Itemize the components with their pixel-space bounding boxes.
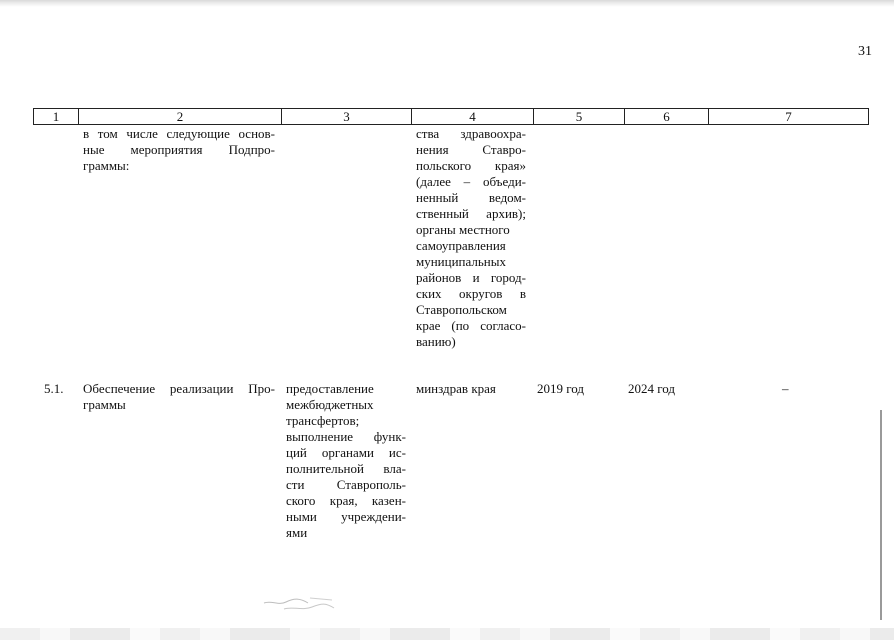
continued-col4-line: ских округов в	[416, 286, 526, 301]
continued-col4-line: муниципальных	[416, 254, 507, 269]
continued-col4-line: Ставропольском	[416, 302, 507, 317]
row-number: 5.1.	[44, 381, 64, 396]
row-5-1-col3-line: межбюджетных	[286, 397, 374, 412]
continued-col2-line: ные мероприятия Подпро-	[83, 142, 275, 157]
continued-col4-line: ственный архив);	[416, 206, 526, 221]
continued-col4-line: нения Ставро-	[416, 142, 526, 157]
row-5-1-col3-line: полнительной вла-	[286, 461, 406, 476]
row-5-1-col2-line: Обеспечение реализации Про-	[83, 381, 275, 396]
row-5-1-end-year: 2024 год	[628, 381, 675, 396]
continued-col4-line: самоуправления	[416, 238, 506, 253]
scan-top-edge	[0, 0, 894, 7]
header-cell-1: 1	[34, 109, 79, 124]
header-cell-6: 6	[625, 109, 709, 124]
row-5-1-col3-line: ций органами ис-	[286, 445, 406, 460]
continued-col4-line: районов и город-	[416, 270, 526, 285]
row-5-1-start-year: 2019 год	[537, 381, 584, 396]
continued-col4-line: польского края»	[416, 158, 526, 173]
scan-right-edge	[880, 410, 882, 620]
row-5-1-col3-line: ями	[286, 525, 308, 540]
row-5-1-executor: минздрав края	[416, 381, 496, 396]
continued-col4-line: ванию)	[416, 334, 456, 349]
header-cell-5: 5	[534, 109, 625, 124]
continued-col2-line: в том числе следующие основ-	[83, 126, 275, 141]
row-5-1-col3-line: трансфертов;	[286, 413, 360, 428]
scan-bottom-edge	[0, 628, 894, 640]
header-cell-3: 3	[282, 109, 412, 124]
continued-col4-line: ненный ведом-	[416, 190, 526, 205]
row-5-1-col3-line: предоставление	[286, 381, 374, 396]
continued-col4-line: ства здравоохра-	[416, 126, 526, 141]
table-header-row	[33, 108, 869, 125]
pen-scribble-mark	[262, 594, 342, 616]
header-cell-2: 2	[79, 109, 282, 124]
header-cell-4: 4	[412, 109, 534, 124]
page-number: 31	[858, 44, 872, 59]
row-5-1-col3-line: сти Ставрополь-	[286, 477, 406, 492]
row-5-1-col3-line: ского края, казен-	[286, 493, 406, 508]
continued-col2-line: граммы:	[83, 158, 130, 173]
row-5-1-col3-line: ными учреждени-	[286, 509, 406, 524]
continued-col4-line: крае (по согласо-	[416, 318, 526, 333]
header-cell-7: 7	[785, 109, 792, 124]
row-5-1-col3-line: выполнение функ-	[286, 429, 406, 444]
row-5-1-col2-line: граммы	[83, 397, 126, 412]
row-5-1-indicator: –	[782, 381, 789, 396]
continued-col4-line: органы местного	[416, 222, 510, 237]
continued-col4-line: (далее – объеди-	[416, 174, 526, 189]
